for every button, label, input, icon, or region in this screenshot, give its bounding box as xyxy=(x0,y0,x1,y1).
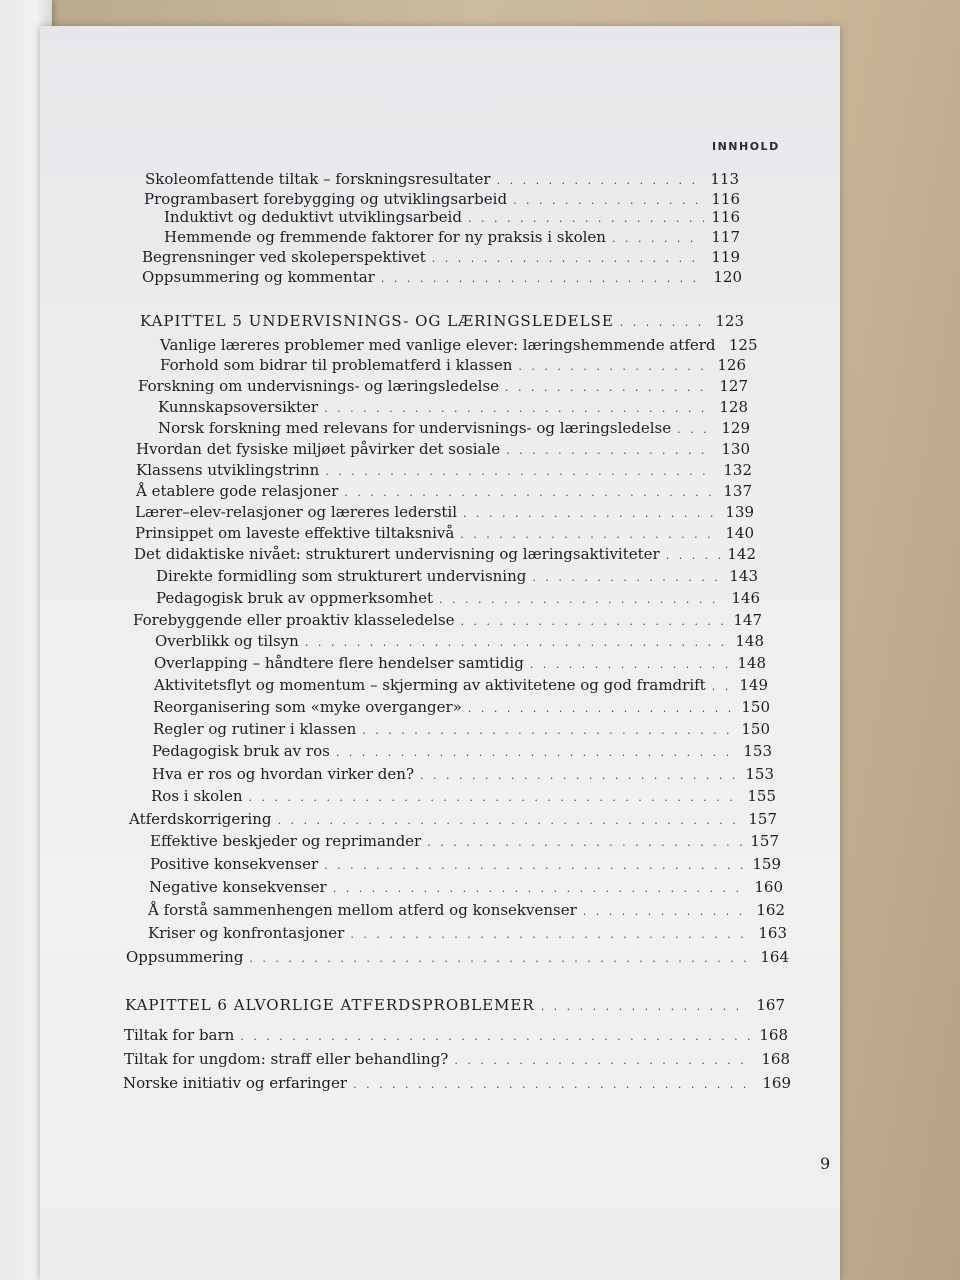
toc-leader xyxy=(350,928,751,941)
toc-leader xyxy=(454,1054,754,1067)
toc-entry-page: 148 xyxy=(735,632,764,650)
toc-entry xyxy=(148,924,787,946)
toc-entry-page: 116 xyxy=(711,208,740,226)
toc-entry-page: 140 xyxy=(725,524,754,542)
toc-entry xyxy=(123,1074,791,1096)
toc-leader xyxy=(249,791,740,804)
toc-entry-title: Oppsummering xyxy=(126,948,244,966)
toc-entry-page: 143 xyxy=(729,567,758,585)
toc-leader xyxy=(324,859,745,872)
toc-entry-page: 167 xyxy=(756,996,785,1014)
toc-entry-title: Forskning om undervisnings- og læringsledelse xyxy=(138,377,500,395)
toc-entry xyxy=(158,398,748,420)
toc-leader xyxy=(468,702,734,715)
toc-entry-page: 153 xyxy=(745,765,774,783)
toc-entry xyxy=(155,632,764,654)
toc-entry-page: 168 xyxy=(761,1050,790,1068)
toc-entry xyxy=(124,1026,788,1048)
toc-entry-title: Tiltak for barn xyxy=(124,1026,235,1044)
toc-entry-title: Overlapping – håndtere flere hendelser samtidig xyxy=(154,654,524,672)
toc-entry xyxy=(150,832,779,854)
toc-entry-page: 150 xyxy=(741,698,770,716)
toc-entry-title: Overblikk og tilsyn xyxy=(155,632,299,650)
toc-entry-title: Effektive beskjeder og reprimander xyxy=(150,832,422,850)
toc-entry-title: Pedagogisk bruk av oppmerksomhet xyxy=(156,589,434,607)
toc-leader xyxy=(583,905,749,918)
toc-leader xyxy=(541,1000,749,1013)
toc-entry xyxy=(129,810,777,832)
page-number: 9 xyxy=(820,1154,831,1173)
toc-leader xyxy=(333,882,747,895)
toc-entry-title: Å etablere gode relasjoner xyxy=(136,482,339,500)
toc-entry xyxy=(154,654,766,676)
toc-entry-page: 119 xyxy=(711,248,740,266)
toc-entry-title: KAPITTEL 5 UNDERVISNINGS- OG LÆRINGSLEDELSE xyxy=(140,312,614,330)
toc-entry-page: 169 xyxy=(762,1074,791,1092)
toc-entry-title: KAPITTEL 6 ALVORLIGE ATFERDSPROBLEMER xyxy=(125,996,535,1014)
toc-entry-page: 157 xyxy=(748,810,777,828)
toc-leader xyxy=(506,444,714,457)
toc-entry xyxy=(136,482,752,504)
toc-entry xyxy=(154,676,768,698)
toc-entry-page: 146 xyxy=(731,589,760,607)
toc-entry-page: 147 xyxy=(733,611,762,629)
toc-leader xyxy=(420,769,738,782)
toc-entry-page: 117 xyxy=(711,228,740,246)
toc-leader xyxy=(518,360,710,373)
toc-leader xyxy=(532,571,722,584)
toc-leader xyxy=(324,402,712,415)
toc-leader xyxy=(432,252,704,265)
toc-entry-title: Forebyggende eller proaktiv klasseledelse xyxy=(133,611,455,629)
toc-entry-title: Skoleomfattende tiltak – forskningsresultater xyxy=(145,170,491,188)
toc-entry xyxy=(142,268,742,290)
running-head: INNHOLD xyxy=(712,140,780,153)
toc-leader xyxy=(468,212,704,225)
toc-entry-title: Pedagogisk bruk av ros xyxy=(152,742,330,760)
toc-entry-title: Reorganisering som «myke overganger» xyxy=(153,698,462,716)
toc-leader xyxy=(505,381,712,394)
toc-leader xyxy=(497,174,703,187)
toc-entry-title: Klassens utviklingstrinn xyxy=(136,461,320,479)
toc-entry xyxy=(124,1050,790,1072)
toc-entry-title: Det didaktiske nivået: strukturert undervisning og læringsaktiviteter xyxy=(134,545,660,563)
toc-entry-page: 139 xyxy=(725,503,754,521)
toc-entry xyxy=(160,356,746,378)
toc-leader xyxy=(249,952,753,965)
toc-entry-title: Hvordan det fysiske miljøet påvirker det sosiale xyxy=(136,440,501,458)
toc-entry-title: Hva er ros og hvordan virker den? xyxy=(152,765,414,783)
toc-entry xyxy=(149,878,783,900)
toc-entry-page: 168 xyxy=(759,1026,788,1044)
toc-entry-page: 126 xyxy=(717,356,746,374)
toc-leader xyxy=(620,316,708,329)
toc-entry-title: Induktivt og deduktivt utviklingsarbeid xyxy=(164,208,462,226)
toc-entry xyxy=(126,948,789,970)
toc-entry-title: Norske initiativ og erfaringer xyxy=(123,1074,348,1092)
toc-entry-page: 128 xyxy=(719,398,748,416)
toc-entry-title: Vanlige læreres problemer med vanlige elever: læringshemmende atferd xyxy=(160,336,716,354)
toc-leader xyxy=(344,486,716,499)
toc-entry-title: Kunnskapsoversikter xyxy=(158,398,319,416)
toc-leader xyxy=(530,658,730,671)
toc-entry-title: Begrensninger ved skoleperspektivet xyxy=(142,248,426,266)
toc-entry-page: 164 xyxy=(760,948,789,966)
toc-leader xyxy=(612,232,704,245)
toc-entry-title: Lærer–elev-relasjoner og læreres lederstil xyxy=(135,503,458,521)
toc-leader xyxy=(336,746,736,759)
toc-chapter-heading xyxy=(140,312,744,334)
toc-entry-page: 127 xyxy=(719,377,748,395)
toc-entry xyxy=(136,461,752,483)
toc-entry xyxy=(153,698,770,720)
toc-entry-page: 123 xyxy=(715,312,744,330)
toc-leader xyxy=(463,507,718,520)
toc-leader xyxy=(712,680,732,693)
toc-entry xyxy=(160,336,758,358)
toc-entry xyxy=(158,419,750,441)
toc-entry-title: Prinsippet om laveste effektive tiltaksnivå xyxy=(135,524,455,542)
toc-entry xyxy=(156,567,758,589)
toc-entry-page: 148 xyxy=(737,654,766,672)
toc-entry-page: 132 xyxy=(723,461,752,479)
toc-entry xyxy=(153,720,770,742)
toc-entry xyxy=(145,170,739,192)
toc-leader xyxy=(666,549,720,562)
toc-entry-title: Ros i skolen xyxy=(151,787,243,805)
toc-entry-title: Oppsummering og kommentar xyxy=(142,268,375,286)
toc-entry xyxy=(150,855,781,877)
toc-entry-title: Forhold som bidrar til problematferd i klassen xyxy=(160,356,513,374)
toc-leader xyxy=(240,1030,752,1043)
toc-entry-page: 120 xyxy=(713,268,742,286)
toc-entry-page: 142 xyxy=(727,545,756,563)
toc-entry-page: 125 xyxy=(728,336,758,354)
toc-entry xyxy=(138,377,748,399)
toc-entry xyxy=(164,208,740,230)
toc-entry-title: Positive konsekvenser xyxy=(150,855,319,873)
toc-entry-title: Kriser og konfrontasjoner xyxy=(148,924,345,942)
toc-entry xyxy=(164,228,740,250)
toc-entry xyxy=(152,742,772,764)
toc-entry-page: 137 xyxy=(723,482,752,500)
toc-leader xyxy=(460,528,718,541)
toc-entry-title: Regler og rutiner i klassen xyxy=(153,720,357,738)
toc-entry-title: Hemmende og fremmende faktorer for ny praksis i skolen xyxy=(164,228,606,246)
toc-entry-title: Direkte formidling som strukturert undervisning xyxy=(156,567,527,585)
toc-entry-title: Atferdskorrigering xyxy=(129,810,272,828)
toc-entry xyxy=(151,787,776,809)
toc-leader xyxy=(325,465,716,478)
toc-leader xyxy=(427,836,743,849)
toc-entry-title: Å forstå sammenhengen mellom atferd og konsekvenser xyxy=(148,901,577,919)
toc-entry xyxy=(148,901,785,923)
toc-leader xyxy=(461,615,726,628)
toc-entry-page: 130 xyxy=(721,440,750,458)
toc-entry-title: Programbasert forebygging og utviklingsarbeid xyxy=(144,190,508,208)
toc-entry-page: 157 xyxy=(750,832,779,850)
toc-leader xyxy=(305,636,728,649)
toc-leader xyxy=(677,423,714,436)
toc-entry xyxy=(134,545,756,567)
toc-entry-page: 159 xyxy=(752,855,781,873)
toc-leader xyxy=(277,814,741,827)
toc-leader xyxy=(353,1078,755,1091)
toc-entry-page: 155 xyxy=(747,787,776,805)
toc-entry xyxy=(156,589,760,611)
toc-leader xyxy=(439,593,724,606)
toc-entry-title: Negative konsekvenser xyxy=(149,878,327,896)
toc-entry xyxy=(136,440,750,462)
toc-entry-title: Norsk forskning med relevans for undervisnings- og læringsledelse xyxy=(158,419,672,437)
toc-entry-title: Aktivitetsflyt og momentum – skjerming av aktivitetene og god framdrift xyxy=(154,676,706,694)
toc-entry-page: 149 xyxy=(739,676,768,694)
toc-entry xyxy=(152,765,774,787)
toc-entry-page: 150 xyxy=(741,720,770,738)
toc-entry xyxy=(142,248,740,270)
toc-entry-page: 129 xyxy=(721,419,750,437)
toc-entry-page: 160 xyxy=(754,878,783,896)
toc-entry xyxy=(135,503,754,525)
toc-leader xyxy=(381,272,706,285)
book-page xyxy=(40,26,840,1280)
toc-entry xyxy=(133,611,762,633)
toc-entry-page: 162 xyxy=(756,901,785,919)
toc-entry xyxy=(135,524,754,546)
toc-entry-page: 153 xyxy=(743,742,772,760)
toc-leader xyxy=(513,194,704,207)
toc-entry-title: Tiltak for ungdom: straff eller behandling? xyxy=(124,1050,449,1068)
toc-leader xyxy=(362,724,734,737)
toc-chapter-heading xyxy=(125,996,785,1018)
toc-entry-page: 163 xyxy=(758,924,787,942)
toc-entry-page: 113 xyxy=(710,170,739,188)
toc-entry-page: 116 xyxy=(711,190,740,208)
